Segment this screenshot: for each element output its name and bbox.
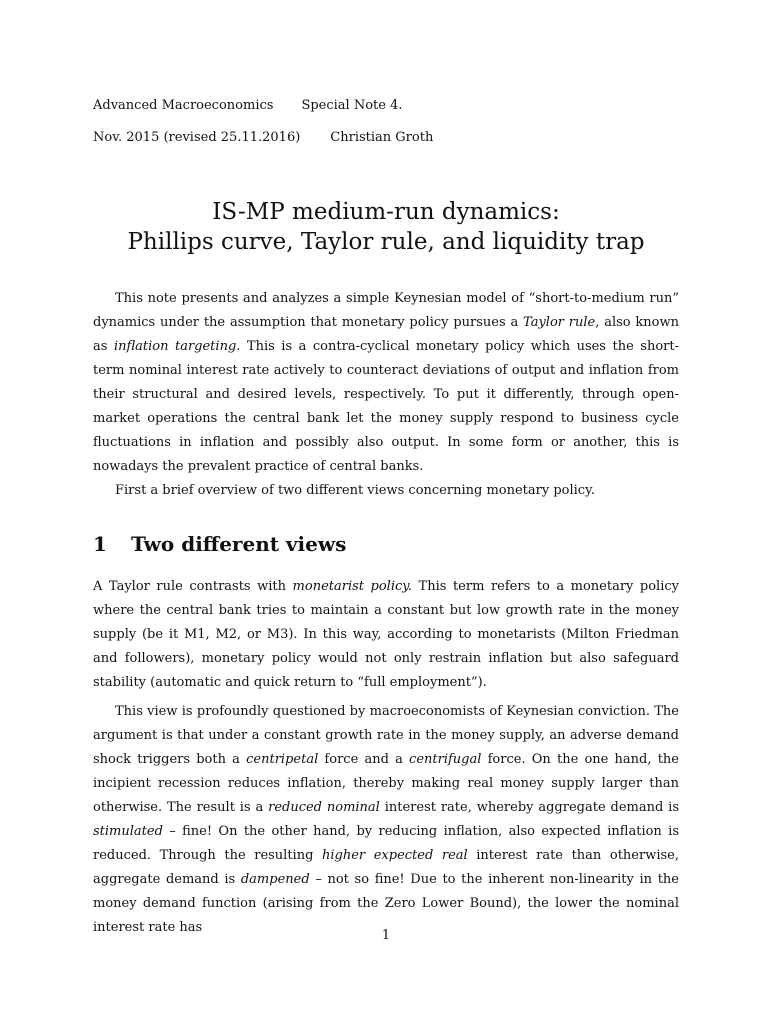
section-number: 1 [93,532,107,556]
emphasis-centripetal: centripetal [246,752,319,767]
section-title: Two different views [131,532,347,556]
emphasis-reduced-nominal: reduced nominal [268,800,380,815]
page-number: 1 [381,928,391,943]
title-line-2: Phillips curve, Taylor rule, and liquidity trap [127,229,645,255]
page-title [93,197,679,257]
header-course-line [93,98,403,114]
emphasis-centrifugal: centrifugal [409,752,482,767]
emphasis-stimulated: stimulated [93,824,163,839]
emphasis-taylor-rule: Taylor rule [523,315,596,330]
section-paragraph-2: This view is profoundly questioned by macroeconomists of Keynesian conviction. The argument is that under a constant growth rate in the money supply, an adverse demand shock triggers both a centripetal force and a centrifugal force. On the one hand, the incipient recession reduces inflation, thereby making real money supply larger than otherwise. The result is a reduced nominal interest rate, whereby aggregate demand is stimulated – fine! On the other hand, by reducing inflation, also expected inflation is reduced. Through the resulting higher expected real interest rate than otherwise, aggregate demand is dampened – not so fine! Due to the inherent non-linearity in the money demand function (arising from the Zero Lower Bound), the lower the nominal interest rate has [93,704,679,935]
section-paragraph-1: A Taylor rule contrasts with monetarist policy. This term refers to a monetary policy where the central bank tries to maintain a constant but low growth rate in the money supply (be it M1, M2, or M3). In this way, according to monetarists (Milton Friedman and followers), monetary policy would not only restrain inflation but also safeguard stability (automatic and quick return to “full employment”). [93,579,679,690]
course-name: Advanced Macroeconomics [93,98,274,113]
author-name: Christian Groth [330,130,434,145]
date-label: Nov. 2015 (revised 25.11.2016) [93,130,301,145]
emphasis-dampened: dampened [240,872,310,887]
section-heading [93,531,346,557]
intro-paragraph-2: First a brief overview of two different views concerning monetary policy. [115,483,595,498]
note-label: Special Note 4. [301,98,403,113]
title-line-1: IS-MP medium-run dynamics: [212,199,560,225]
emphasis-inflation-targeting: inflation targeting. [113,339,241,354]
emphasis-monetarist-policy: monetarist policy. [292,579,413,594]
header-date-line [93,130,433,146]
intro-paragraph-1: This note presents and analyzes a simple Keynesian model of “short-to-medium run” dynamics under the assumption that monetary policy pursues a Taylor rule, also known as inflation targeting. This is a contra-cyclical monetary policy which uses the short-term nominal interest rate actively to counteract deviations of output and inflation from their structural and desired levels, respectively. To put it differently, through open-market operations the central bank let the money supply respond to business cycle fluctuations in inflation and possibly also output. In some form or another, this is nowadays the prevalent practice of central banks. [93,291,679,474]
emphasis-higher-expected-real: higher expected real [322,848,468,863]
document-page [93,0,679,1024]
